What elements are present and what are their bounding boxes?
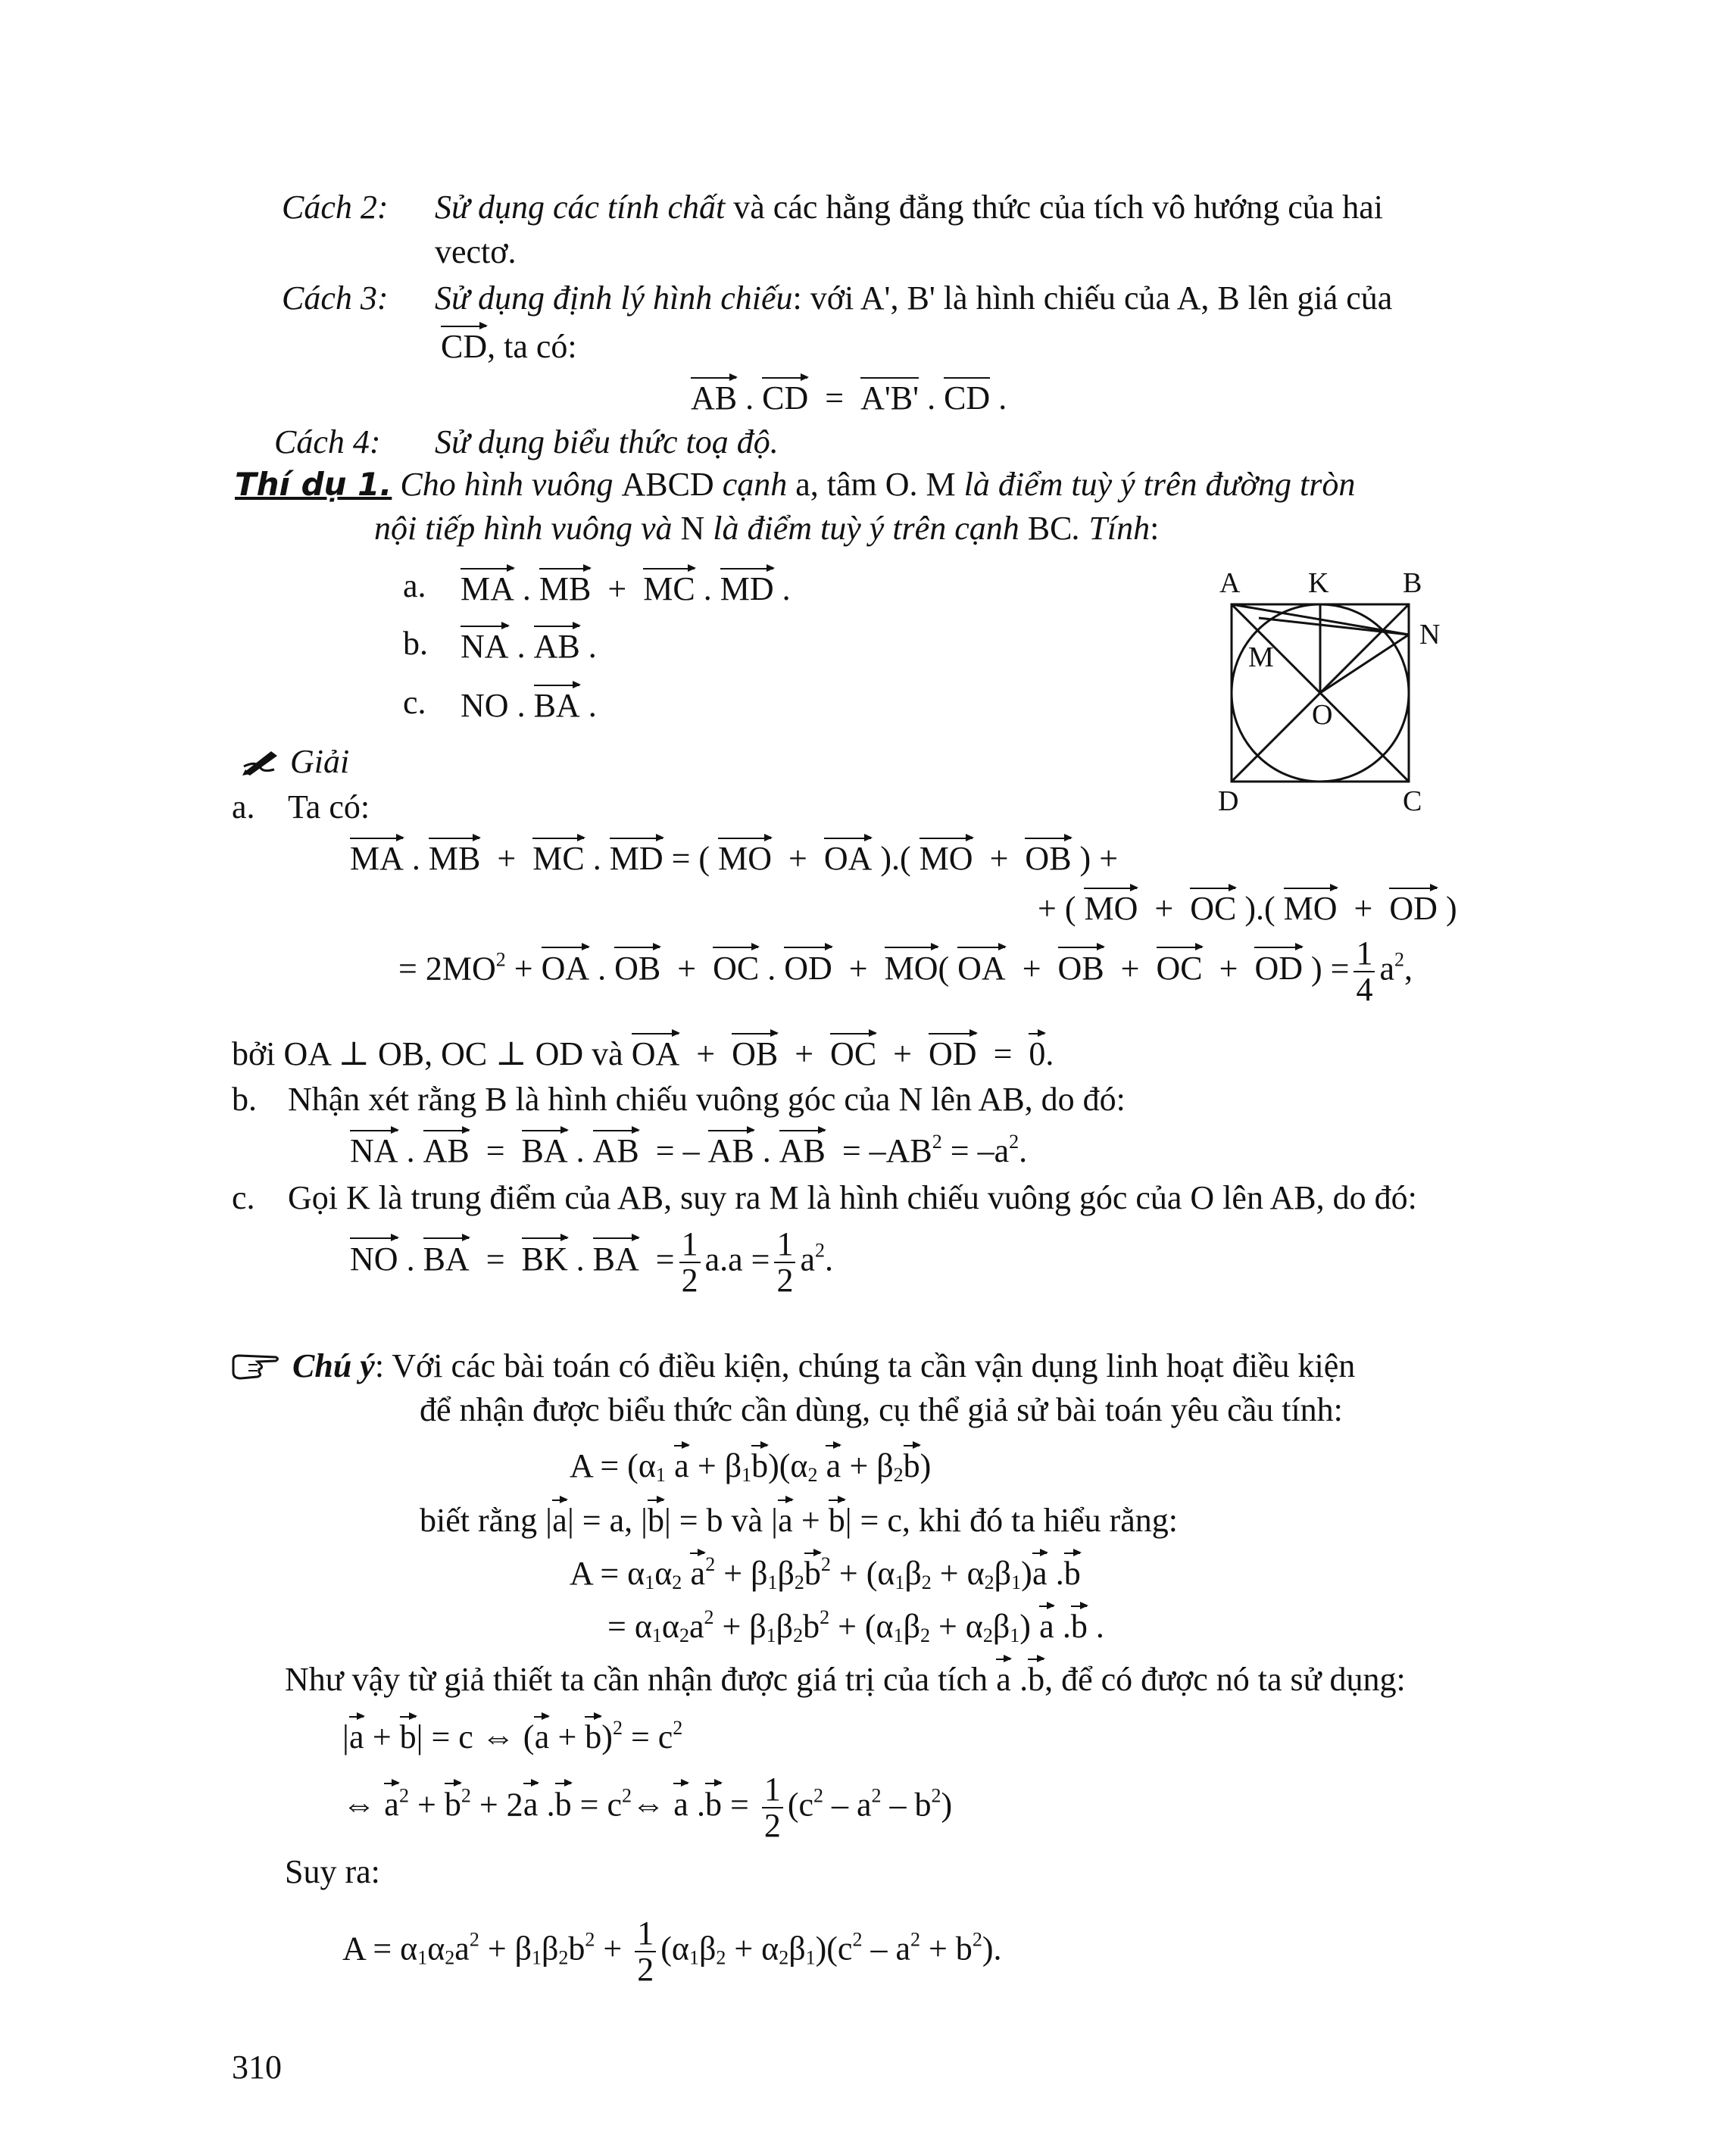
- s-od: OD: [929, 1031, 977, 1071]
- method-2-italic: Sử dụng các tính chất: [435, 189, 726, 226]
- vec-mo: MO: [718, 836, 772, 875]
- f2va: a: [690, 1551, 705, 1590]
- method-3-label-text: Cách 3:: [282, 279, 389, 317]
- f1t5: ): [920, 1447, 932, 1484]
- label-b: B: [1403, 567, 1422, 599]
- f4vb2: b: [585, 1715, 601, 1754]
- f4e1: 2: [612, 1717, 623, 1739]
- method-4-italic: Sử dụng biểu thức toạ độ.: [435, 423, 779, 460]
- l3t5: | = c, khi đó ta hiểu rằng:: [845, 1502, 1179, 1539]
- note-formula-2: [570, 1551, 1081, 1593]
- f5t8: =: [722, 1786, 757, 1824]
- v-oc: OC: [713, 945, 759, 986]
- l4t3: , để có được nó ta sử dụng:: [1044, 1661, 1406, 1698]
- v-od-2: OD: [1254, 945, 1303, 986]
- f5va2: a: [523, 1781, 539, 1822]
- f3s5: 1: [893, 1624, 904, 1646]
- label-n: N: [1419, 619, 1441, 651]
- f5e6: 2: [931, 1784, 941, 1807]
- f3t13: .: [1095, 1608, 1104, 1645]
- c-d1: 2: [681, 1262, 698, 1300]
- method-2-label: Cách 2:: [282, 189, 389, 226]
- method-3-italic: Sử dụng định lý hình chiếu: [435, 279, 793, 317]
- f3s6: 2: [920, 1624, 930, 1646]
- label-c: C: [1403, 785, 1422, 817]
- c-ba: BA: [423, 1236, 470, 1277]
- example-heading: Thí dụ 1.: [235, 466, 392, 503]
- f4e2: 2: [673, 1717, 683, 1739]
- f3e1: 2: [704, 1606, 714, 1628]
- f5e3: 2: [622, 1784, 632, 1807]
- f2t1: A = α: [570, 1555, 645, 1592]
- fraction-half-1: [679, 1227, 701, 1298]
- f2s4: 2: [794, 1571, 804, 1593]
- f2s2: 2: [672, 1571, 682, 1593]
- c-n2: 1: [774, 1227, 795, 1263]
- l4va: a: [996, 1657, 1011, 1696]
- note-formula-4: [342, 1715, 682, 1754]
- f4t1: |: [342, 1718, 349, 1755]
- f5e5: 2: [871, 1784, 882, 1807]
- f5num: 1: [762, 1772, 783, 1808]
- sup-tail: 2: [1394, 948, 1405, 971]
- item-b-label: b.: [403, 625, 428, 662]
- f6s8: 1: [805, 1946, 816, 1969]
- c-e2: 2: [815, 1239, 825, 1262]
- f6t15: ).: [982, 1930, 1002, 1968]
- f5e1: 2: [399, 1784, 409, 1807]
- label-a: A: [1219, 567, 1241, 599]
- page-number: 310: [232, 2049, 282, 2086]
- f6e3: 2: [852, 1928, 863, 1951]
- f5e4: 2: [813, 1784, 824, 1807]
- b-ab-3: AB: [708, 1128, 754, 1168]
- f3t4: + β: [713, 1608, 767, 1645]
- item-c-label: c.: [403, 684, 426, 721]
- f1vb2: b: [904, 1443, 920, 1483]
- ex-l1d: a, tâm O. M: [795, 466, 956, 503]
- ex-l2f: :: [1150, 510, 1160, 547]
- f5t5: = c: [571, 1786, 622, 1824]
- f6t14: + b: [920, 1930, 973, 1968]
- label-o: O: [1312, 699, 1333, 731]
- f3e2: 2: [820, 1606, 830, 1628]
- f3vb: b: [1071, 1604, 1088, 1643]
- c-t2: a: [800, 1240, 815, 1278]
- f2t5: + (α: [830, 1555, 895, 1592]
- f2t10: .: [1055, 1555, 1064, 1592]
- f2s1: 1: [645, 1571, 655, 1593]
- f3t3: a: [688, 1608, 704, 1645]
- note-line-4: [285, 1657, 1406, 1696]
- segment-no: NO: [461, 687, 509, 724]
- c-no: NO: [350, 1236, 398, 1277]
- f3s3: 1: [766, 1624, 776, 1646]
- sol-b-text: Nhận xét rằng B là hình chiếu vuông góc của N lên AB, do đó:: [288, 1081, 1126, 1118]
- method-3-label: [282, 279, 389, 317]
- item-a-label: a.: [403, 567, 426, 604]
- t-2mo: 2MO: [425, 950, 496, 988]
- f6t10: + α: [726, 1930, 779, 1968]
- f6t6: b: [568, 1930, 585, 1968]
- f3t10: β: [992, 1608, 1010, 1645]
- f3t1: = α: [607, 1608, 652, 1645]
- ex-l1c: cạnh: [713, 466, 796, 503]
- f2e2: 2: [820, 1553, 831, 1575]
- vec-mo-3: MO: [1084, 886, 1138, 925]
- pencil-icon: [241, 747, 282, 783]
- square-circle-figure: [1204, 560, 1447, 818]
- zero-vector: 0: [1029, 1031, 1045, 1071]
- sol-c-text: Gọi K là trung điểm của AB, suy ra M là hình chiếu vuông góc của O lên AB, do đó:: [288, 1179, 1417, 1216]
- f6s1: 1: [417, 1946, 428, 1969]
- f6s4: 2: [558, 1946, 569, 1969]
- c-d2: 2: [776, 1262, 794, 1300]
- f2s6: 2: [921, 1571, 932, 1593]
- f2s8: 1: [1011, 1571, 1022, 1593]
- method-2-cont: vectơ.: [435, 233, 517, 270]
- ex-l1a: Cho hình vuông: [392, 466, 622, 503]
- c-n1: 1: [679, 1227, 701, 1263]
- f2vb: b: [804, 1551, 821, 1590]
- f5t11: – b: [881, 1786, 932, 1824]
- f6t11: β: [788, 1930, 806, 1968]
- ex-l2d: BC: [1027, 510, 1073, 547]
- f5e2: 2: [461, 1784, 471, 1807]
- vector-mb: MB: [539, 566, 591, 606]
- sol-a-label: a.: [232, 788, 255, 825]
- f3t8: β: [903, 1608, 920, 1645]
- f6s5: 1: [688, 1946, 699, 1969]
- since-line: bởi OA ⊥ OB, OC ⊥ OD và OA + OB + OC + OD = 0.: [232, 1031, 1054, 1071]
- b-t3: .: [1019, 1132, 1028, 1169]
- s-ob: OB: [732, 1031, 778, 1071]
- l3va: a: [552, 1498, 567, 1537]
- f3t5: β: [776, 1608, 794, 1645]
- vec-oa: OA: [824, 836, 873, 875]
- vector-mc: MC: [643, 566, 695, 606]
- c-t3: .: [825, 1240, 833, 1278]
- f3va: a: [1039, 1604, 1054, 1643]
- vec-md: MD: [610, 836, 663, 875]
- l4t2: .: [1019, 1661, 1029, 1698]
- a-tail: a: [1379, 950, 1395, 988]
- note-colon: :: [374, 1347, 385, 1384]
- method-2-text: [435, 191, 1383, 224]
- vector-ab-2: AB: [534, 624, 580, 663]
- f4va2: a: [534, 1715, 549, 1754]
- vec-oc: OC: [1190, 886, 1236, 925]
- v-ob-2: OB: [1058, 945, 1104, 986]
- solution-heading: [241, 745, 349, 783]
- sup-2: 2: [495, 948, 506, 971]
- s-oa: OA: [632, 1031, 680, 1071]
- b-na: NA: [350, 1128, 398, 1168]
- f4va: a: [349, 1715, 364, 1754]
- f2t3: + β: [715, 1555, 768, 1592]
- f6t13: – a: [862, 1930, 910, 1968]
- vec-ma: MA: [350, 836, 404, 875]
- f5t10: – a: [823, 1786, 872, 1824]
- method-3-text: [435, 279, 1393, 317]
- f5vb2: b: [555, 1781, 572, 1822]
- f3t9: + α: [929, 1608, 983, 1645]
- f6t1: A = α: [342, 1930, 418, 1968]
- segment-on: [1320, 635, 1409, 693]
- f1s2: 1: [742, 1464, 752, 1486]
- vec-mo-2: MO: [920, 836, 973, 875]
- f4t5: ): [601, 1718, 613, 1755]
- label-m: M: [1248, 641, 1274, 673]
- f2s7: 2: [984, 1571, 994, 1593]
- label-d: D: [1218, 785, 1239, 817]
- vec-ob: OB: [1025, 836, 1071, 875]
- ex-l2c: là điểm tuỳ ý trên cạnh: [704, 510, 1028, 547]
- f1s3: 2: [807, 1464, 818, 1486]
- method-4-label-text: Cách 4:: [274, 423, 381, 460]
- ex-l1b: ABCD: [621, 466, 714, 503]
- f3t7: + (α: [829, 1608, 894, 1645]
- projection-formula: AB . CD = A'B' . CD .: [691, 376, 1007, 415]
- label-k: K: [1308, 567, 1329, 599]
- f2t4: β: [777, 1555, 795, 1592]
- f1t1: A = (α: [570, 1447, 656, 1484]
- f1s4: 2: [893, 1464, 904, 1486]
- f5va3: a: [673, 1781, 688, 1822]
- f3s2: 2: [679, 1624, 689, 1646]
- sol-eq-2: + ( MO + OC ).( MO + OD ): [1038, 886, 1457, 925]
- note-formula-5: [342, 1772, 952, 1843]
- f5t2: +: [409, 1786, 445, 1824]
- num: 1: [1354, 936, 1375, 972]
- v-oa: OA: [542, 945, 590, 986]
- fraction-half-2: [774, 1227, 795, 1298]
- note-line-1: [232, 1347, 1356, 1386]
- l4vb: b: [1028, 1657, 1044, 1696]
- example-line-2: [374, 512, 1159, 545]
- f6e1: 2: [469, 1928, 479, 1951]
- f6t2: α: [427, 1930, 445, 1968]
- f3t12: .: [1062, 1608, 1071, 1645]
- vector-cd: CD: [441, 324, 487, 364]
- fraction-half-4: [635, 1916, 656, 1987]
- vector-a1b1: A'B': [860, 376, 919, 415]
- sol-eq-3: = $2MO^2$ + OA . OB + OC . OD + MO( OA + OB + OC + OD ) = $\frac{1}{4}$ $a^2$,: [398, 935, 1413, 1009]
- v-od: OD: [784, 945, 832, 986]
- vec-od: OD: [1389, 886, 1438, 925]
- vector-cd-2: CD: [762, 376, 808, 415]
- f5vb3: b: [705, 1781, 722, 1822]
- f6t8: (α: [660, 1930, 689, 1968]
- pointing-hand-icon: [232, 1353, 280, 1386]
- ex-l1e: là điểm tuỳ ý trên đường tròn: [955, 466, 1356, 503]
- note-line-3: [420, 1498, 1178, 1537]
- f1s1: 1: [655, 1464, 666, 1486]
- vector-ab: AB: [691, 376, 737, 415]
- f6e2: 2: [585, 1928, 595, 1951]
- f6s7: 2: [779, 1946, 789, 1969]
- v-oc-2: OC: [1157, 945, 1203, 986]
- f4t4: +: [549, 1718, 585, 1755]
- vector-na: NA: [461, 624, 509, 663]
- f6e4: 2: [910, 1928, 920, 1951]
- example-line-1: [235, 468, 1355, 501]
- f6num: 1: [635, 1916, 656, 1952]
- f1vb: b: [751, 1443, 768, 1483]
- l3t1: biết rằng |: [420, 1502, 552, 1539]
- l4t1: Như vậy từ giả thiết ta cần nhận được giá trị của tích: [285, 1661, 997, 1698]
- f5t7: .: [697, 1786, 705, 1824]
- sol-b-eq: NA . AB = BA . AB = – AB . AB = $-AB^2 = -a^2$.: [350, 1128, 1027, 1168]
- f2s5: 1: [895, 1571, 905, 1593]
- l3t3: | = b và |: [663, 1502, 778, 1539]
- f5den: 2: [763, 1807, 781, 1845]
- f3s8: 1: [1010, 1624, 1020, 1646]
- f1va2: a: [826, 1443, 841, 1483]
- f3s1: 1: [651, 1624, 662, 1646]
- b-t1: = –AB: [841, 1132, 932, 1169]
- ex-l2e: . Tính: [1072, 510, 1151, 547]
- vector-ma: MA: [461, 566, 514, 606]
- f3t11: ): [1019, 1608, 1031, 1645]
- sol-eq-1: MA . MB + MC . MD = ( MO + OA ).( MO + OB ) +: [350, 836, 1118, 875]
- c-t1: a.a =: [704, 1240, 770, 1278]
- f2e1: 2: [705, 1553, 716, 1575]
- comma: ,: [1404, 950, 1413, 988]
- method-2-rest: và các hằng đẳng thức của tích vô hướng của hai: [725, 189, 1384, 226]
- b-t2: = –a: [941, 1132, 1010, 1169]
- f4vb: b: [400, 1715, 417, 1754]
- f6t9: β: [698, 1930, 717, 1968]
- note-formula-1: [570, 1443, 932, 1486]
- vec-mc: MC: [532, 836, 584, 875]
- f5t3: + 2: [470, 1786, 523, 1824]
- l3vb2: b: [829, 1498, 845, 1537]
- item-a-expr: MA . MB + MC . MD .: [461, 566, 791, 606]
- ex-l2b: N: [680, 510, 705, 547]
- vector-ba: BA: [534, 683, 580, 722]
- b-e1: 2: [932, 1131, 942, 1153]
- l3t2: | = a, |: [567, 1502, 648, 1539]
- l3t4: +: [792, 1502, 829, 1539]
- f6den: 2: [637, 1951, 654, 1989]
- fraction-half-3: [762, 1772, 783, 1843]
- f6t12: )(c: [815, 1930, 853, 1968]
- method-4-text: [435, 423, 779, 460]
- method-3-cont-text: , ta có:: [487, 328, 577, 365]
- item-b-expr: NA . AB .: [461, 624, 597, 663]
- vec-mb: MB: [429, 836, 480, 875]
- f5t6: ⇔: [632, 1786, 673, 1824]
- f4t3: | = c ⇔ (: [416, 1718, 535, 1755]
- b-ab-4: AB: [779, 1128, 826, 1168]
- c-ba-2: BA: [593, 1236, 639, 1277]
- f4t2: +: [364, 1718, 400, 1755]
- v-oa-2: OA: [957, 945, 1006, 986]
- vector-cd-3: CD: [944, 376, 990, 415]
- f3t6: b: [803, 1608, 820, 1645]
- sol-c-label: c.: [232, 1179, 255, 1216]
- v-mo: MO: [885, 945, 938, 986]
- note-formula-3: [607, 1604, 1104, 1646]
- f6s6: 2: [716, 1946, 726, 1969]
- f6t3: a: [454, 1930, 470, 1968]
- f3s4: 2: [793, 1624, 804, 1646]
- f2t2: α: [654, 1555, 673, 1592]
- fraction-1-4: [1354, 936, 1375, 1007]
- note-line1-text: Với các bài toán có điều kiện, chúng ta cần vận dụng linh hoạt điều kiện: [384, 1347, 1356, 1384]
- f2t8: β: [994, 1555, 1012, 1592]
- l3va2: a: [778, 1498, 793, 1537]
- f1t3: )(α: [768, 1447, 808, 1484]
- sol-b-label: b.: [232, 1081, 257, 1118]
- method-2: [282, 191, 389, 224]
- f6s3: 1: [532, 1946, 542, 1969]
- f5va: a: [384, 1781, 399, 1822]
- method-4-label: [274, 423, 381, 460]
- f1va: a: [674, 1443, 689, 1483]
- f5t12: ): [941, 1786, 953, 1824]
- l3vb: b: [648, 1498, 664, 1537]
- f1t2: + β: [688, 1447, 742, 1484]
- f4t6: = c: [622, 1718, 673, 1755]
- b-ab-2: AB: [593, 1128, 639, 1168]
- b-e2: 2: [1009, 1131, 1019, 1153]
- c-bk: BK: [522, 1236, 568, 1277]
- f6t7: +: [595, 1930, 631, 1968]
- f5vb: b: [445, 1781, 461, 1822]
- f5t4: .: [546, 1786, 555, 1824]
- f2va2: a: [1032, 1551, 1048, 1590]
- b-ba: BA: [522, 1128, 568, 1168]
- vec-mo-4: MO: [1284, 886, 1338, 925]
- sol-c-eq: NO . BA = BK . BA = $\frac{1}{2}$ a.a = $\frac{1}{2}$ $a^2$.: [350, 1225, 833, 1300]
- f6t4: + β: [479, 1930, 532, 1968]
- method-3-cont: [441, 324, 577, 364]
- note-line-2: để nhận được biểu thức cần dùng, cụ thể giả sử bài toán yêu cầu tính:: [420, 1391, 1343, 1428]
- note-title: Chú ý: [292, 1347, 375, 1384]
- item-c-expr: NO . BA .: [461, 683, 597, 722]
- f2t7: + α: [931, 1555, 985, 1592]
- suy-ra: Suy ra:: [285, 1853, 380, 1890]
- ex-l2a: nội tiếp hình vuông và: [374, 510, 681, 547]
- note-formula-6: [342, 1916, 1001, 1987]
- f2s3: 1: [767, 1571, 778, 1593]
- vector-md: MD: [720, 566, 774, 606]
- f6t5: β: [542, 1930, 559, 1968]
- since-text: bởi OA ⊥ OB, OC ⊥ OD và: [232, 1035, 632, 1072]
- s-oc: OC: [830, 1031, 876, 1071]
- v-ob: OB: [614, 945, 660, 986]
- f1t4: + β: [841, 1447, 894, 1484]
- sol-a-text: Ta có:: [288, 788, 370, 825]
- f6e5: 2: [972, 1928, 982, 1951]
- f5t1: ⇔: [342, 1786, 384, 1824]
- den: 4: [1356, 971, 1373, 1009]
- f2t6: β: [904, 1555, 922, 1592]
- f5t9: (c: [787, 1786, 814, 1824]
- f2vb2: b: [1064, 1551, 1081, 1590]
- f3t2: α: [661, 1608, 679, 1645]
- solution-title: Giải: [290, 743, 350, 780]
- f2t9: ): [1021, 1555, 1032, 1592]
- f3s7: 2: [982, 1624, 993, 1646]
- f6s2: 2: [445, 1946, 455, 1969]
- b-ab: AB: [423, 1128, 470, 1168]
- method-3-rest: : với A', B' là hình chiếu của A, B lên giá của: [792, 279, 1393, 317]
- s-end: .: [1045, 1035, 1054, 1072]
